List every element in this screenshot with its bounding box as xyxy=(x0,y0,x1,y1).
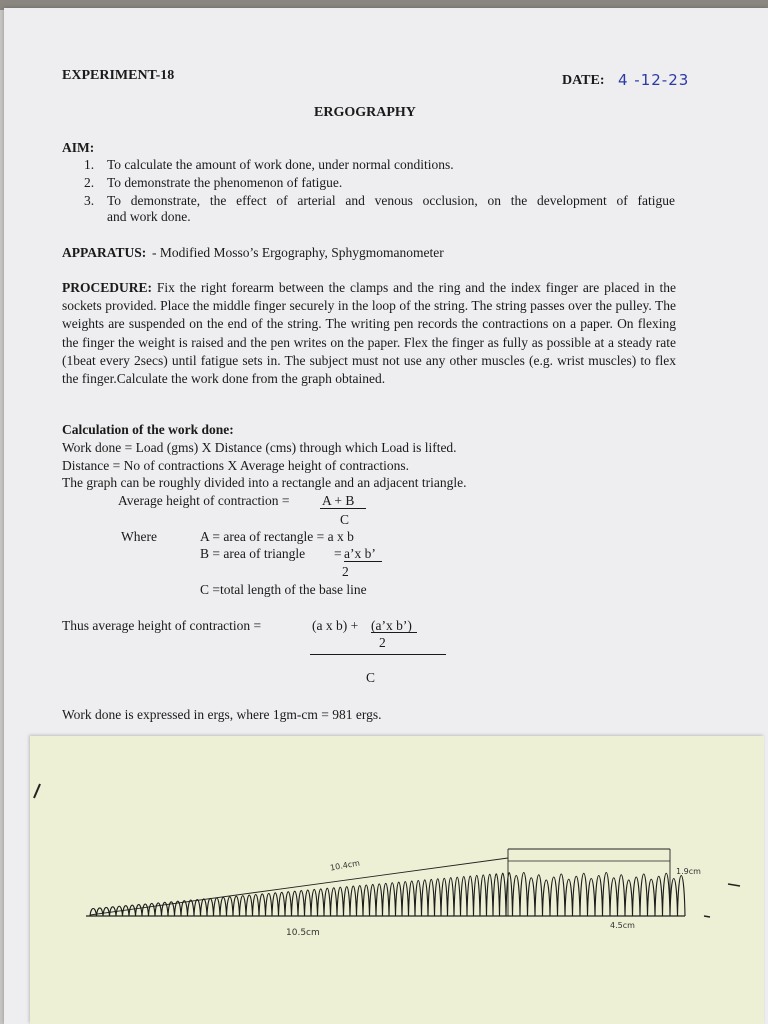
aim-item-3-cont: and work done. xyxy=(107,209,191,224)
tick-mark xyxy=(728,884,740,886)
thus-label: Thus average height of contraction = xyxy=(62,618,262,633)
triangle-length-label: 10.4cm xyxy=(329,858,361,873)
thus-numerator-2: (a’x b’) xyxy=(371,618,412,633)
aim-item-1: To calculate the amount of work done, under normal conditions. xyxy=(107,157,454,172)
triangle-hypotenuse xyxy=(90,858,508,915)
b-denominator: 2 xyxy=(342,564,349,579)
b-definition: B = area of triangle xyxy=(200,546,306,561)
ergograph-recording xyxy=(30,736,764,1024)
thus-two: 2 xyxy=(379,635,386,650)
where-label: Where xyxy=(121,529,157,544)
a-definition: A = area of rectangle = a x b xyxy=(200,529,354,544)
ergograph-trace xyxy=(30,736,764,1024)
fraction-bar xyxy=(344,561,382,562)
b-equals: = xyxy=(334,546,342,561)
aim-item-2: To demonstrate the phenomenon of fatigue. xyxy=(107,175,343,190)
avg-height-numerator: A + B xyxy=(322,493,355,508)
date-label: DATE: xyxy=(562,73,605,88)
tick-mark xyxy=(704,916,710,917)
fraction-bar xyxy=(320,508,366,509)
experiment-label: EXPERIMENT-18 xyxy=(62,68,175,83)
c-definition: C =total length of the base line xyxy=(200,582,367,597)
rectangle-height-label: 1.9cm xyxy=(676,867,701,876)
rectangle-base-label: 4.5cm xyxy=(610,921,635,930)
avg-height-label: Average height of contraction = xyxy=(118,493,290,508)
avg-height-denominator: C xyxy=(340,512,350,527)
base-length-label: 10.5cm xyxy=(286,928,320,938)
apparatus-text: - Modified Mosso’s Ergography, Sphygmomanometer xyxy=(152,245,444,260)
aim-num-3: 3. xyxy=(84,193,95,208)
ergs-note: Work done is expressed in ergs, where 1gm-cm = 981 ergs. xyxy=(62,707,382,722)
aim-item-3: To demonstrate, the effect of arterial and venous occlusion, on the development of fatigue xyxy=(107,193,675,208)
thus-numerator-1: (a x b) + xyxy=(312,618,359,633)
thus-denominator: C xyxy=(366,670,376,685)
aim-num-1: 1. xyxy=(84,157,95,172)
page-title: ERGOGRAPHY xyxy=(314,105,416,120)
b-numerator: a’x b’ xyxy=(344,546,376,561)
date-handwritten: 4 -12-23 xyxy=(618,71,690,89)
aim-heading: AIM: xyxy=(62,140,95,155)
pen-mark xyxy=(34,784,40,798)
procedure-paragraph xyxy=(62,279,676,388)
calc-line-3: The graph can be roughly divided into a rectangle and an adjacent triangle. xyxy=(62,475,467,490)
calc-line-2: Distance = No of contractions X Average height of contractions. xyxy=(62,458,410,473)
calc-heading: Calculation of the work done: xyxy=(62,422,234,437)
procedure-text: Fix the right forearm between the clamps and the ring and the index finger are placed in the sockets provided. Place the middle finger securely in the loop of the string. The string passes over the pulley. The weights are suspended on the end of the string. The writing pen records the contractions on a paper. On flexing the finger the weight is raised and the pen writes on the paper. Flex the finger as fully as possible at a steady rate (1beat every 2secs) until fatigue sets in. The subject must not use any other muscles (e.g. wrist muscles) to flex the finger.Calculate the work done from the graph obtained. xyxy=(62,280,677,387)
aim-num-2: 2. xyxy=(84,175,95,190)
fraction-bar xyxy=(371,632,417,633)
contraction-waveform xyxy=(90,873,685,917)
calc-line-1: Work done = Load (gms) X Distance (cms) through which Load is lifted. xyxy=(62,440,457,455)
procedure-heading: PROCEDURE: xyxy=(62,280,152,295)
apparatus-heading: APPARATUS: xyxy=(62,245,147,260)
main-fraction-bar xyxy=(310,654,446,655)
